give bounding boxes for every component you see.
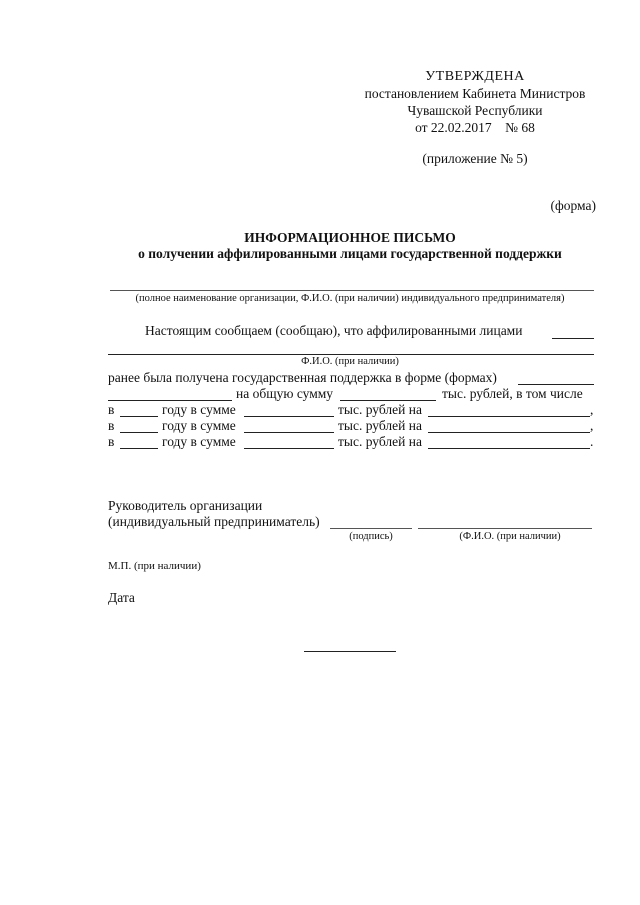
row-2-year-line[interactable] bbox=[120, 432, 158, 433]
approval-line-1: постановлением Кабинета Министров bbox=[364, 86, 586, 101]
total-mid-text: на общую сумму bbox=[236, 386, 334, 401]
row-3-unit-text: тыс. рублей на bbox=[338, 434, 422, 449]
org-name-line[interactable] bbox=[110, 290, 594, 291]
row-1-sum-line[interactable] bbox=[244, 416, 334, 417]
row-1-prefix: в bbox=[108, 402, 115, 417]
document-title: ИНФОРМАЦИОННОЕ ПИСЬМО bbox=[244, 230, 456, 245]
row-3-prefix: в bbox=[108, 434, 115, 449]
signature-fio-caption: (Ф.И.О. (при наличии) bbox=[459, 531, 561, 542]
row-2-year-text: году в сумме bbox=[162, 418, 236, 433]
row-2-purpose-line[interactable] bbox=[428, 432, 590, 433]
signature-fio-line[interactable] bbox=[418, 528, 592, 529]
approval-line-3: от 22.02.2017 № 68 bbox=[415, 120, 535, 135]
row-1-year-line[interactable] bbox=[120, 416, 158, 417]
row-2-end: , bbox=[590, 418, 594, 433]
row-3-end: . bbox=[590, 434, 594, 449]
signature-caption: (подпись) bbox=[349, 531, 393, 542]
row-3-year-text: году в сумме bbox=[162, 434, 236, 449]
row-2-unit-text: тыс. рублей на bbox=[338, 418, 422, 433]
total-sum-line[interactable] bbox=[340, 400, 436, 401]
intro-text: Настоящим сообщаем (сообщаю), что аффилированными лицами bbox=[145, 323, 523, 338]
stamp-label: М.П. (при наличии) bbox=[108, 560, 201, 572]
row-2-sum-line[interactable] bbox=[244, 432, 334, 433]
row-1-year-text: году в сумме bbox=[162, 402, 236, 417]
support-form-line-2[interactable] bbox=[108, 400, 232, 401]
row-2-prefix: в bbox=[108, 418, 115, 433]
support-form-line[interactable] bbox=[518, 384, 594, 385]
support-text: ранее была получена государственная поддержка в форме (формах) bbox=[108, 370, 497, 385]
signature-line-2: (индивидуальный предприниматель) bbox=[108, 514, 320, 529]
approval-line-2: Чувашской Республики bbox=[407, 103, 543, 118]
row-1-unit-text: тыс. рублей на bbox=[338, 402, 422, 417]
end-divider bbox=[304, 651, 396, 652]
appendix-label: (приложение № 5) bbox=[422, 151, 528, 166]
row-3-purpose-line[interactable] bbox=[428, 448, 590, 449]
document-subtitle: о получении аффилированными лицами государственной поддержки bbox=[138, 246, 562, 261]
approval-title: УТВЕРЖДЕНА bbox=[425, 69, 525, 84]
row-1-end: , bbox=[590, 402, 594, 417]
total-tail-text: тыс. рублей, в том числе bbox=[442, 386, 583, 401]
fio-caption: Ф.И.О. (при наличии) bbox=[301, 356, 399, 367]
signature-line-1: Руководитель организации bbox=[108, 498, 263, 513]
affiliated-short-line[interactable] bbox=[552, 338, 594, 339]
row-1-purpose-line[interactable] bbox=[428, 416, 590, 417]
form-label: (форма) bbox=[550, 198, 596, 213]
affiliated-fio-line[interactable] bbox=[108, 354, 594, 355]
signature-line[interactable] bbox=[330, 528, 412, 529]
date-label: Дата bbox=[108, 590, 135, 605]
row-3-sum-line[interactable] bbox=[244, 448, 334, 449]
org-name-caption: (полное наименование организации, Ф.И.О. (при наличии) индивидуального предпринимателя) bbox=[135, 293, 565, 304]
row-3-year-line[interactable] bbox=[120, 448, 158, 449]
